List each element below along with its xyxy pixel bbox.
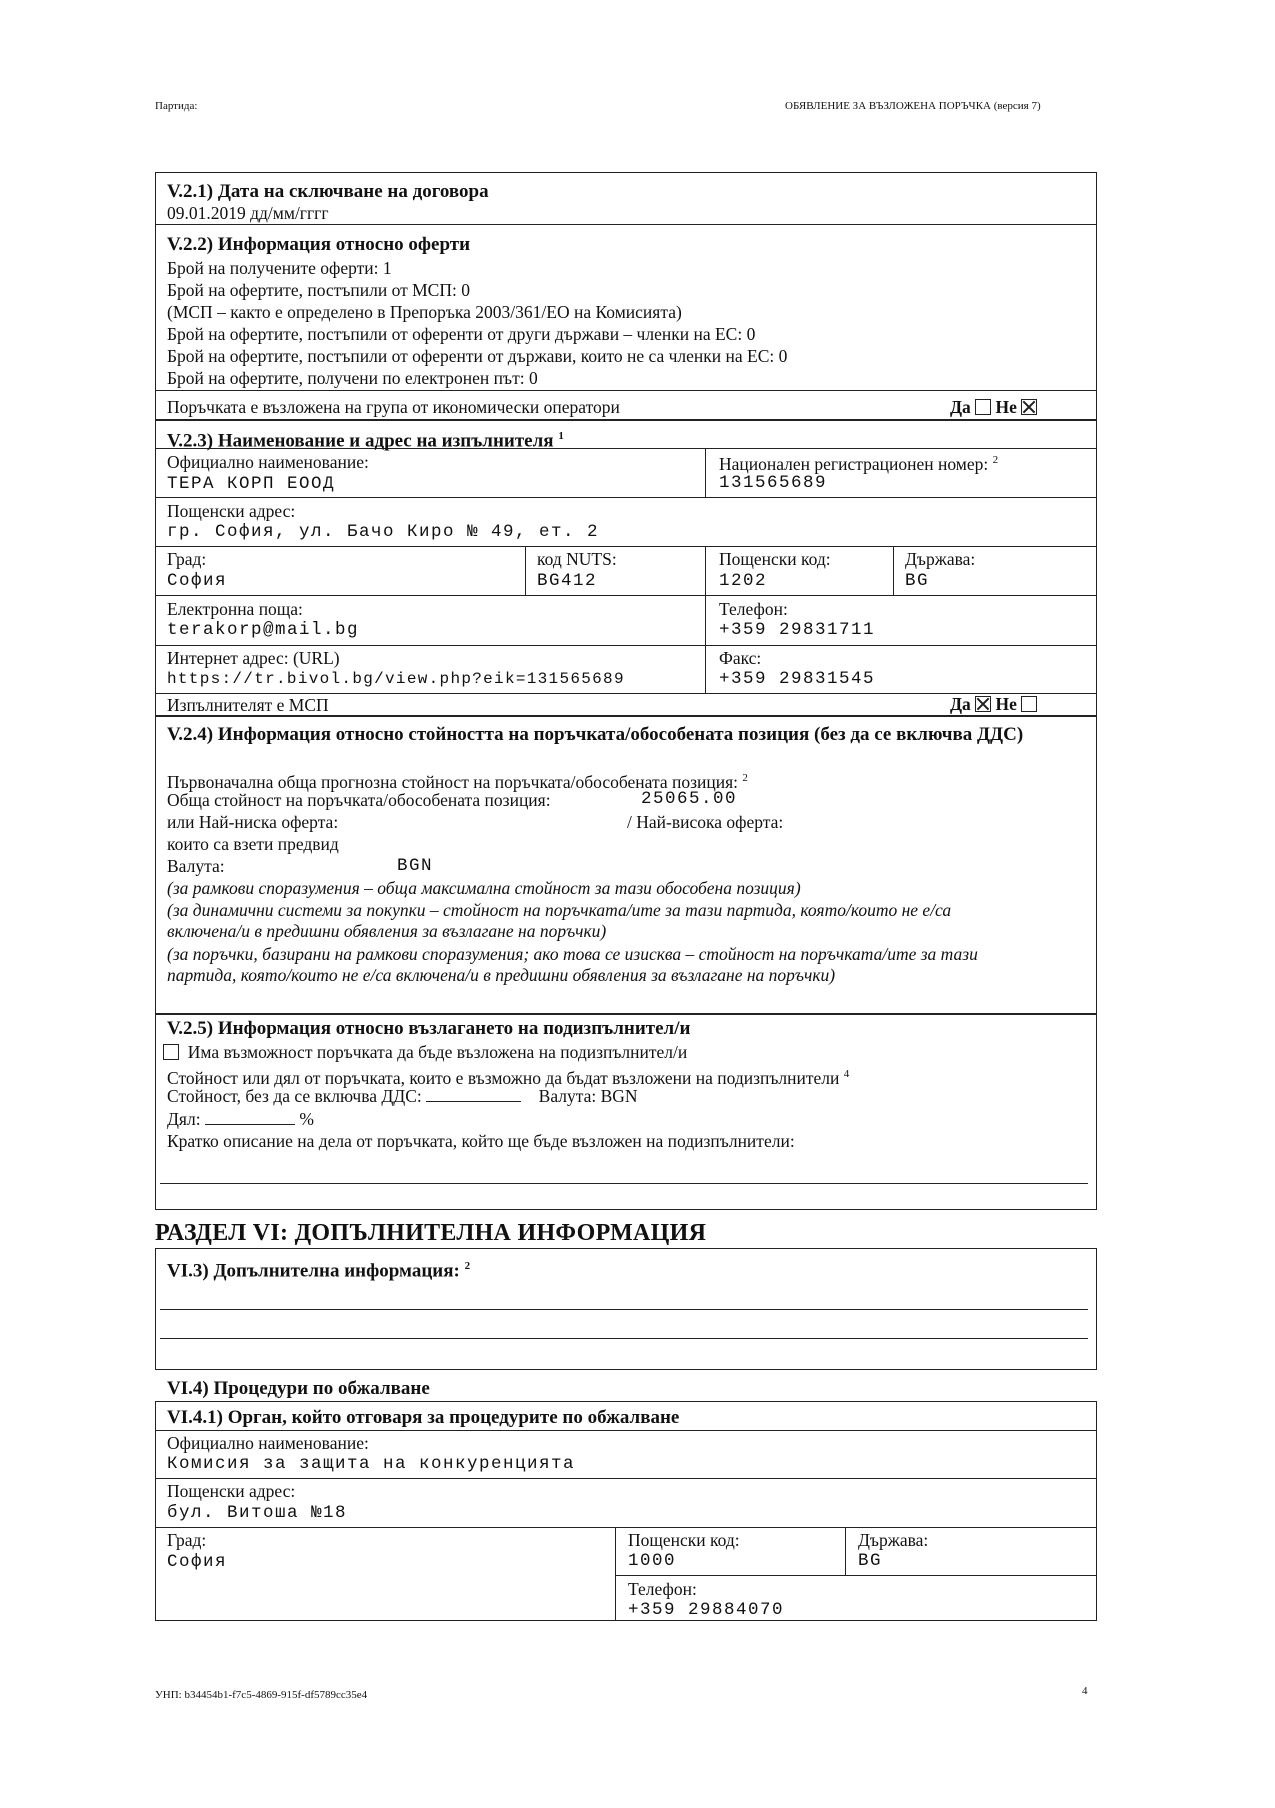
- total-value: 25065.00: [641, 789, 738, 809]
- divider: [155, 390, 1097, 391]
- yes-label: Да: [950, 397, 971, 417]
- value-excl-vat-label: Стойност, без да се включва ДДС:: [167, 1086, 422, 1106]
- email-label: Електронна поща:: [167, 599, 303, 619]
- part-blank[interactable]: [205, 1110, 295, 1125]
- subcontract-possible-row: [163, 1042, 687, 1063]
- offers-line: Брой на офертите, постъпили от оференти от държави, които не са членки на ЕС: 0: [167, 346, 788, 366]
- offers-line: (МСП – както е определено в Препоръка 2003/361/ЕО на Комисията): [167, 302, 682, 322]
- divider: [155, 1527, 1097, 1528]
- review-postal-label: Пощенски адрес:: [167, 1481, 296, 1501]
- review-country-label: Държава:: [858, 1530, 929, 1550]
- sme-yes-no: [950, 694, 1037, 715]
- additional-info-line[interactable]: [160, 1338, 1088, 1339]
- divider: [155, 1430, 1097, 1431]
- v21-title: V.2.1) Дата на сключване на договора: [167, 181, 489, 202]
- divider: [155, 1478, 1097, 1479]
- subcontract-part-row: [167, 1109, 314, 1130]
- header-notice-title: ОБЯВЛЕНИЕ ЗА ВЪЗЛОЖЕНА ПОРЪЧКА (версия 7): [785, 100, 1041, 112]
- divider: [155, 224, 1097, 225]
- fax-label: Факс:: [719, 648, 762, 668]
- group-yes-checkbox[interactable]: [975, 399, 991, 415]
- note-framework: (за рамкови споразумения – обща максимална стойност за тази обособена позиция): [167, 878, 801, 898]
- country-label: Държава:: [905, 549, 976, 569]
- v22-title: V.2.2) Информация относно оферти: [167, 234, 471, 255]
- offers-line: Брой на получените оферти: 1: [167, 258, 392, 278]
- reg-no-label: Национален регистрационен номер: $^2$: [719, 453, 999, 474]
- contractor-name: ТЕРА КОРП ЕООД: [167, 474, 336, 494]
- review-phone-label: Телефон:: [628, 1579, 697, 1599]
- vi41-title: VI.4.1) Орган, който отговаря за процедурите по обжалване: [167, 1407, 680, 1428]
- offers-line: Брой на офертите, получени по електронен път: 0: [167, 368, 538, 388]
- fax-value: +359 29831545: [719, 669, 876, 689]
- no-label: Не: [995, 694, 1017, 714]
- review-body-name-label: Официално наименование:: [167, 1433, 369, 1453]
- phone-value: +359 29831711: [719, 620, 876, 640]
- initial-value-label: Първоначална обща прогнозна стойност на поръчката/обособената позиция: $^2$: [167, 771, 748, 792]
- section-vi-title: РАЗДЕЛ VI: ДОПЪЛНИТЕЛНА ИНФОРМАЦИЯ: [155, 1220, 707, 1246]
- postal-address-label: Пощенски адрес:: [167, 501, 296, 521]
- divider: [615, 1527, 616, 1621]
- percent-sign: %: [299, 1109, 314, 1129]
- note-based-on-framework: (за поръчки, базирани на рамкови споразумения; ако това се изисква – стойност на поръчката/ите за тази партида, която/които не е/са включена/и в предишни обявления за възлагане на поръчки): [167, 944, 978, 985]
- official-name-label: Официално наименование:: [167, 452, 369, 472]
- yes-label: Да: [950, 694, 971, 714]
- divider: [155, 645, 1097, 646]
- vi4-title: VI.4) Процедури по обжалване: [167, 1378, 430, 1399]
- currency-label: Валута:: [167, 856, 225, 876]
- email-value: terakorp@mail.bg: [167, 620, 360, 640]
- highest-offer-label: / Най-висока оферта:: [627, 812, 784, 832]
- city-value: София: [167, 571, 228, 591]
- contract-date: 09.01.2019 дд/мм/гггг: [167, 203, 329, 223]
- additional-info-line[interactable]: [160, 1309, 1088, 1310]
- divider: [155, 497, 1097, 498]
- review-city-label: Град:: [167, 1530, 207, 1550]
- offers-line: Брой на офертите, постъпили от МСП: 0: [167, 280, 470, 300]
- page-number: 4: [1082, 1685, 1088, 1697]
- v23-title: V.2.3) Наименование и адрес на изпълнителя $^1$: [167, 430, 564, 452]
- sme-yes-checkbox[interactable]: [975, 696, 991, 712]
- review-phone-value: +359 29884070: [628, 1600, 785, 1620]
- currency-value: BGN: [397, 856, 434, 876]
- review-postal-value: бул. Витоша №18: [167, 1503, 348, 1523]
- review-country-value: BG: [858, 1551, 883, 1571]
- desc-blank-line[interactable]: [160, 1183, 1088, 1184]
- subcontract-possible-label: Има възможност поръчката да бъде възложена на подизпълнител/и: [187, 1042, 688, 1062]
- postcode-value: 1202: [719, 571, 768, 591]
- divider: [893, 546, 894, 595]
- phone-label: Телефон:: [719, 599, 788, 619]
- subcontract-value-row: [167, 1086, 638, 1107]
- part-label: Дял:: [167, 1109, 201, 1129]
- divider: [155, 595, 1097, 596]
- divider: [615, 1575, 1097, 1576]
- divider: [705, 546, 706, 693]
- no-label: Не: [995, 397, 1017, 417]
- group-yes-no: [950, 397, 1037, 418]
- url-value[interactable]: https://tr.bivol.bg/view.php?eik=131565689: [167, 670, 625, 688]
- reg-no-value: 131565689: [719, 473, 828, 493]
- review-postcode-label: Пощенски код:: [628, 1530, 740, 1550]
- considered-label: които са взети предвид: [167, 834, 339, 854]
- postal-address-value: гр. София, ул. Бачо Киро № 49, ет. 2: [167, 522, 600, 542]
- group-operators-label: Поръчката е възложена на група от икономически оператори: [167, 397, 620, 417]
- divider: [845, 1527, 846, 1575]
- divider: [525, 546, 526, 595]
- footer-unp: УНП: b34454b1-f7c5-4869-915f-df5789cc35e4: [155, 1689, 368, 1701]
- currency-label: Валута:: [538, 1086, 597, 1106]
- review-body-name: Комисия за защита на конкуренцията: [167, 1454, 576, 1474]
- nuts-value: BG412: [537, 571, 598, 591]
- group-no-checkbox[interactable]: [1021, 399, 1037, 415]
- divider: [705, 448, 706, 497]
- postcode-label: Пощенски код:: [719, 549, 831, 569]
- country-value: BG: [905, 571, 930, 591]
- nuts-label: код NUTS:: [537, 549, 617, 569]
- city-label: Град:: [167, 549, 207, 569]
- subcontract-desc-label: Кратко описание на дела от поръчката, който ще бъде възложен на подизпълнители:: [167, 1131, 795, 1151]
- total-value-label: Обща стойност на поръчката/обособената позиция:: [167, 790, 551, 810]
- url-label: Интернет адрес: (URL): [167, 648, 340, 668]
- currency-value: BGN: [600, 1086, 638, 1106]
- review-postcode-value: 1000: [628, 1551, 677, 1571]
- v25-title: V.2.5) Информация относно възлагането на подизпълнител/и: [167, 1018, 691, 1039]
- header-lot: Партида:: [155, 100, 198, 112]
- divider: [155, 546, 1097, 547]
- review-city-value: София: [167, 1552, 228, 1572]
- subcontract-possible-checkbox[interactable]: [163, 1044, 179, 1060]
- vi3-title: VI.3) Допълнителна информация: $^2$: [167, 1260, 471, 1282]
- lowest-offer-label: или Най-ниска оферта:: [167, 812, 339, 832]
- sme-no-checkbox[interactable]: [1021, 696, 1037, 712]
- value-blank[interactable]: [426, 1087, 521, 1102]
- v24-title: V.2.4) Информация относно стойността на поръчката/обособената позиция (без да се включва ДДС): [167, 724, 1024, 745]
- sme-label: Изпълнителят е МСП: [167, 695, 329, 715]
- offers-line: Брой на офертите, постъпили от оференти от други държави – членки на ЕС: 0: [167, 324, 756, 344]
- note-dynamic: (за динамични системи за покупки – стойност на поръчката/ите за тази партида, която/които не е/са включена/и в предишни обявления за възлагане на поръчки): [167, 900, 952, 941]
- subcontract-share-label: Стойност или дял от поръчката, които е възможно да бъдат възложени на подизпълнители $^4$: [167, 1067, 850, 1088]
